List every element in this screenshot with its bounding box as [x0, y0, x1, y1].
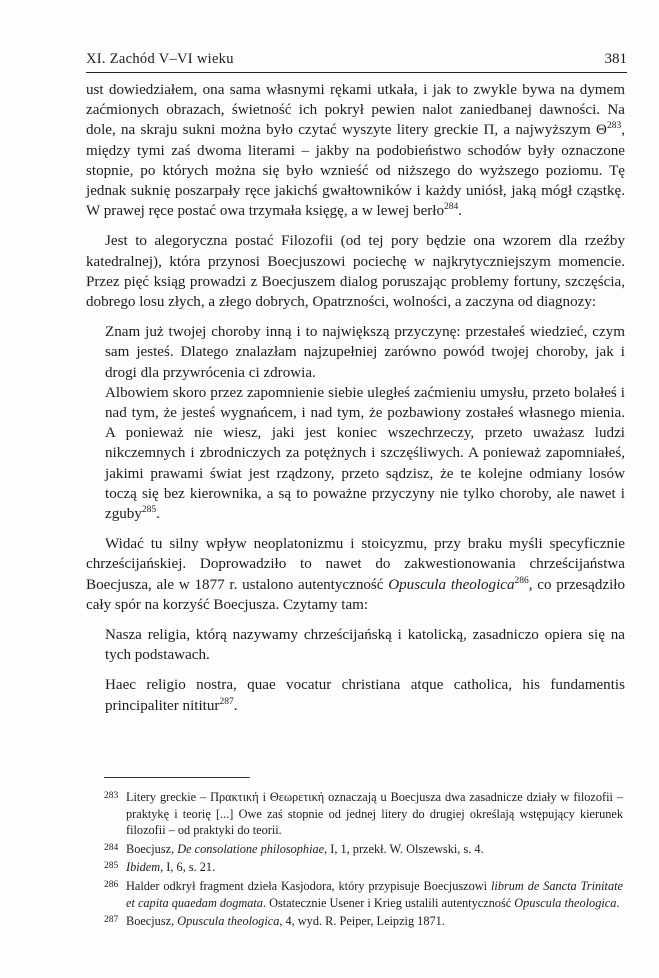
footnote-rule: [104, 777, 250, 778]
work-title: Opuscula theologica: [388, 576, 515, 593]
page-number: 381: [604, 51, 627, 67]
footnote-ref-285[interactable]: 285: [141, 505, 157, 516]
running-title: XI. Zachód V–VI wieku: [86, 51, 234, 67]
main-text: [86, 80, 625, 716]
footnote-286: 286 Halder odkrył fragment dzieła Kasjodora, który przypisuje Boecjuszowi librum de Sancta Trinitate et capita quaedam dogmata. Ostatecznie Usener i Krieg ustalili autentyczność Opuscula theologica.: [104, 878, 623, 910]
block-quote-2: [105, 625, 625, 665]
quote-1-paragraph-1: Znam już twojej choroby inną i to największą przyczynę: przestałeś wiedzieć, czym sam jesteś. Dlatego znalazłam najzupełniej zarówno powód twojej choroby, jak i drogi dla przywrócenia ci zdrowia.: [105, 324, 625, 381]
header-rule: [86, 72, 627, 73]
quote-1-paragraph-2: Albowiem skoro przez zapomnienie siebie uległeś zaćmieniu umysłu, przeto bolałeś i nad tym, że jesteś wygnańcem, i nad tym, że pozbawiony zostałeś własnego mienia. A ponieważ nie wiesz, jaki jest koniec wszechrzeczy, przeto uważasz ludzi nikczemnych i zbrodniczych za potężnych i szczęśliwych. A ponieważ zapomniałeś, jakimi prawami świat jest rządzony, przeto sądzisz, że te kolejne odmiany losów toczą się bez kierownika, a są to poważne przyczyny nie tylko choroby, ale nawet i zguby$^{285}$.: [105, 384, 625, 523]
greek-term: Πρακτική: [210, 790, 259, 804]
greek-term: Θεωρετική: [269, 790, 325, 804]
paragraph-3: Widać tu silny wpływ neoplatonizmu i stoicyzmu, przy braku myśli specyficznie chrześcijańskiej. Doprowadziło to nawet do zakwestionowania chrześcijaństwa Boecjusza, ale w 1877 r. ustalono autentyczność Opuscula theologica$^{286}$, co przesądziło cały spór na korzyść Boecjusza. Czytamy tam:: [86, 536, 626, 613]
footnote-ref-284[interactable]: 284: [444, 202, 459, 213]
footnote-ref-287[interactable]: 287: [219, 696, 234, 707]
block-quote-1: [105, 322, 625, 524]
paragraph-gap: [86, 665, 625, 675]
paragraph-gap: [86, 524, 625, 534]
footnote-287: 287 Boecjusz, Opuscula theologica, 4, wyd. R. Peiper, Leipzig 1871.: [104, 914, 445, 929]
paragraph-gap: [86, 221, 625, 231]
block-quote-3: [105, 675, 625, 715]
footnotes: [104, 789, 623, 932]
paragraph-2: Jest to alegoryczna postać Filozofii (od tej pory będzie ona wzorem dla rzeźby katedralnej), która przynosi Boecjuszowi pociechę w najkrytyczniejszym momencie. Przez pięć ksiąg prowadzi z Boecjuszem dialog poruszając problemy fortuny, szczęścia, dobrego losu złych, a złego dobrych, Opatrzności, wolności, a zaczyna od diagnozy:: [86, 233, 625, 311]
quote-3-text: Haec religio nostra, quae vocatur christiana atque catholica, his fundamentis principaliter nititur$^{287}$.: [105, 677, 625, 714]
footnote-284: 284 Boecjusz, De consolatione philosophiae, I, 1, przekł. W. Olszewski, s. 4.: [104, 841, 484, 856]
footnote-285: 285 Ibidem, I, 6, s. 21.: [104, 860, 216, 875]
paragraph-1: ust dowiedziałem, ona sama własnymi rękami utkała, i jak to zwykle bywa na dymem zaćmionych obrazach, świetność ich pokrył pewien nalot zaniedbanej dawności. Na dole, na skraju sukni można było czytać wyszyte litery greckie Π, a najwyższym $\Theta^{283}$, między tymi zaś dwoma literami – jakby na podobieństwo schodów były oznaczone stopnie, po których można się było wznieść od niższego do wyższego poziomu. Tę jednak suknię poszarpały ręce jakichś gwałtowników i każdy uniósł, jaką mógł cząstkę. W prawej ręce postać owa trzymała księgę, a w lewej berło$^{284}$.: [86, 82, 625, 220]
quote-2-text: Nasza religia, którą nazywamy chrześcijańską i katolicką, zasadniczo opiera się na tych podstawach.: [105, 627, 625, 664]
paragraph-gap: [86, 615, 625, 625]
footnote-283: 283 Litery greckie – Πρακτική i Θεωρετική oznaczają u Boecjusza dwa zasadnicze działy w filozofii – praktykę i teorię [...] Owe zaś stopnie od jednej litery do drugiej określają wstępujący kierunek filozofii – od praktyki do teorii.: [104, 790, 623, 838]
footnote-ref-283[interactable]: 283: [606, 121, 622, 132]
paragraph-gap: [86, 312, 625, 322]
footnote-ref-286[interactable]: 286: [514, 575, 529, 586]
